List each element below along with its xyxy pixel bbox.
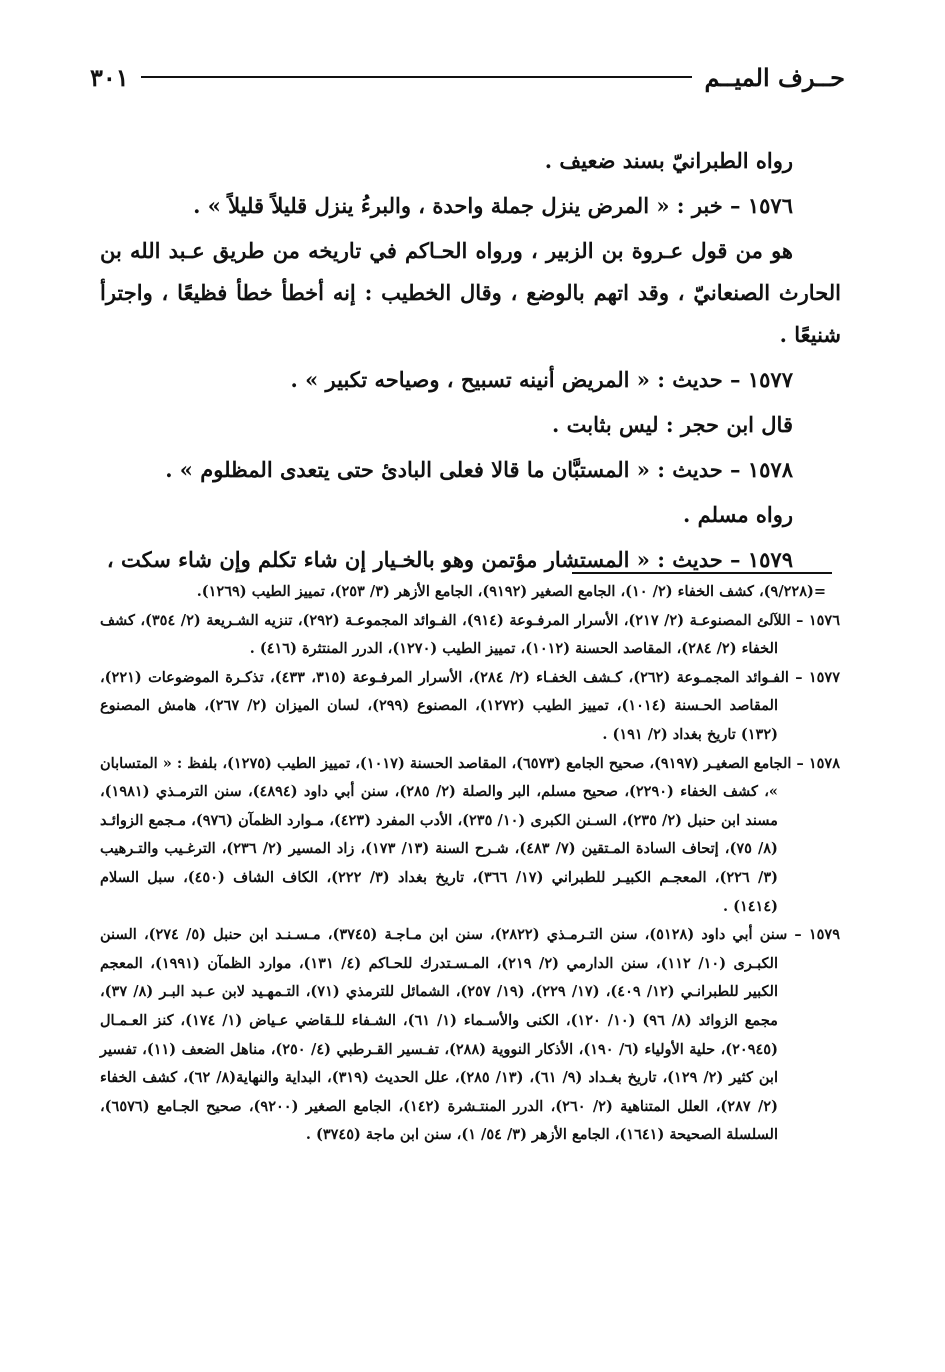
hadith-entry-1578: ١٥٧٨ – حديث : « المستبَّان ما قالا فعلى البادئ حتى يتعدى المظلوم » . bbox=[165, 457, 793, 482]
footnote-1579: ١٥٧٩ – سنن أبي داود (٥١٢٨)، سنن التـرمـذي (٢٨٢٢)، سنن ابن مـاجـة (٣٧٤٥)، مـسـنـد ابن حنبل (٥/ ٢٧٤)، السنن الكبـرى (١٠/ ١١٢)، سنن الدارمي (٢/ ٢١٩)، المـسـتدرك للحـاكم (٤/ ١٣١)، موارد الظمآن (١٩٩١)، المعجم الكبير للطبرانـي (١٢/ ٤٠٩)، (١٧/ ٢٢٩)، (١٩/ ٢٥٧)، الشمائل للترمذي (٧١)، التـمهـيد لابن عـبد البـر (٨/ ٣٧)، مجمع الزوائد (٨/ ٩٦) (١٠/ ١٢٠)، الكنى والأسـماء (١/ ٦١)، الشـفاء للـقاضي عـياض (١/ ١٧٤)، كنز العـمـال (٢٠٩٤٥)، حلية الأولياء (٦/ ١٩٠)، الأذكار النووية (٢٨٨)، تفـسير القـرطبي (٤/ ٢٥٠)، مناهل الضعف (١١)، تفسير ابن كثير (٢/ ١٢٩)، تاريخ بغـداد (٩/ ٦١)، (١٣/ ٢٨٥)، علل الحديث (٣١٩)، البداية والنهاية(٨/ ٦٢)، كشف الخفاء (٢/ ٢٨٧)، العلل المتناهية (٢/ ٢٦٠)، الدرر المنتـشرة (١٤٢)، الجامع الصغير (٩٢٠٠)، صحيح الجـامع (٦٥٧٦)، السلسلة الصحيحة (١٦٤١)، الجامع الأزهر (٣/ ٥٤/ ١)، سنن ابن ماجة (٣٧٤٥) . bbox=[100, 926, 840, 1144]
paragraph: قال ابن حجر : ليس بثابت . bbox=[552, 412, 793, 437]
chapter-title: حــرف الميــم bbox=[704, 62, 845, 92]
footnote-separator bbox=[572, 572, 832, 574]
footnote-1578: ١٥٧٨ – الجامع الصغيـر (٩١٩٧)، صحيح الجامع (٦٥٧٣)، المقاصد الحسنة (١٠١٧)، تمييز الطيب (١٢٧٥)، بلفظ : « المتسابان »، كشف الخفاء (٢٢٩٠)، صحيح مسلم، البر والصلة (٢/ ٢٨٥)، سنن أبي داود (٤٨٩٤)، سنن الترمـذي (١٩٨١)، مسند ابن حنبل (٢/ ٢٣٥)، السـنن الكبرى (١٠/ ٢٣٥)، الأدب المفرد (٤٢٣)، مـوارد الظمآن (٩٧٦)، مـجمع الزوائـد (٨/ ٧٥)، إتحاف السادة المـتقين (٧/ ٤٨٣)، شـرح السنة (١٣/ ١٧٣)، زاد المسير (٢/ ٢٣٦)، الترغـيب والتـرهيب (٣/ ٢٢٦)، المعجـم الكبيـر للطبراني (١٧/ ٣٦٦)، تاريخ بغداد (٣/ ٢٢٢)، الكاف الشاف (٤٥٠)، سبل السلام (١٤١٤) . bbox=[100, 754, 841, 915]
footnote-1576: ١٥٧٦ – اللآلئ المصنوعـة (٢/ ٢١٧)، الأسرار المرفـوعة (٩١٤)، الفـوائد المجموعـة (٢٩٢)، تنزيه الشـريعة (٢/ ٣٥٤)، كشف الخفاء (٢/ ٢٨٤)، المقاصد الحسنة (١٠١٢)، تمييز الطيب (١٢٧٠)، الدرر المنتثرة (٤١٦) . bbox=[100, 611, 840, 658]
footnotes bbox=[100, 578, 840, 1150]
paragraph: هو من قول عـروة بن الزبير ، ورواه الحـاكم في تاريخه من طريق عـبد الله بن الحارث الصنعانيّ ، وقد اتهم بالوضع ، وقال الخطيب : إنه أخطأ خطأ فظيعًا ، واجترأ شنيعًا . bbox=[100, 238, 841, 347]
paragraph: رواه مسلم . bbox=[683, 502, 793, 527]
paragraph: رواه الطبرانيّ بسند ضعيف . bbox=[544, 148, 793, 173]
running-header bbox=[90, 60, 845, 94]
hadith-entry-1576: ١٥٧٦ – خبر : « المرض ينزل جملة واحدة ، والبرءُ ينزل قليلاً قليلاً » . bbox=[193, 193, 793, 218]
main-text bbox=[100, 140, 841, 584]
footnote-1577: ١٥٧٧ – الفـوائد المجمـوعة (٢٦٢)، كـشف الخفـاء (٢/ ٢٨٤)، الأسرار المرفـوعة (٣١٥، ٤٣٣)، تذكـرة الموضوعات (٢٢١)، المقاصد الحـسنة (١٠١٤)، تمييز الطيب (١٢٧٢)، المصنوع (٢٩٩)، لسان الميزان (٢/ ٢٦٧)، هامش المصنوع (١٣٢) تاريخ بغداد (٢/ ١٩١) . bbox=[100, 668, 840, 743]
hadith-entry-1577: ١٥٧٧ – حديث : « المريض أنينه تسبيح ، وصياحه تكبير » . bbox=[290, 367, 793, 392]
page-number: ٣٠١ bbox=[90, 62, 129, 92]
hadith-entry-1579: ١٥٧٩ – حديث : « المستشار مؤتمن وهو بالخـيار إن شاء تكلم وإن شاء سكت ، bbox=[106, 547, 793, 572]
header-rule bbox=[141, 76, 693, 78]
footnote-continuation: =(٩/٢٢٨)، كشف الخفاء (٢/ ١٠)، الجامع الصغير (٩١٩٢)، الجامع الأزهر (٣/ ٢٥٣)، تمييز الطيب (١٢٦٩). bbox=[196, 583, 826, 600]
